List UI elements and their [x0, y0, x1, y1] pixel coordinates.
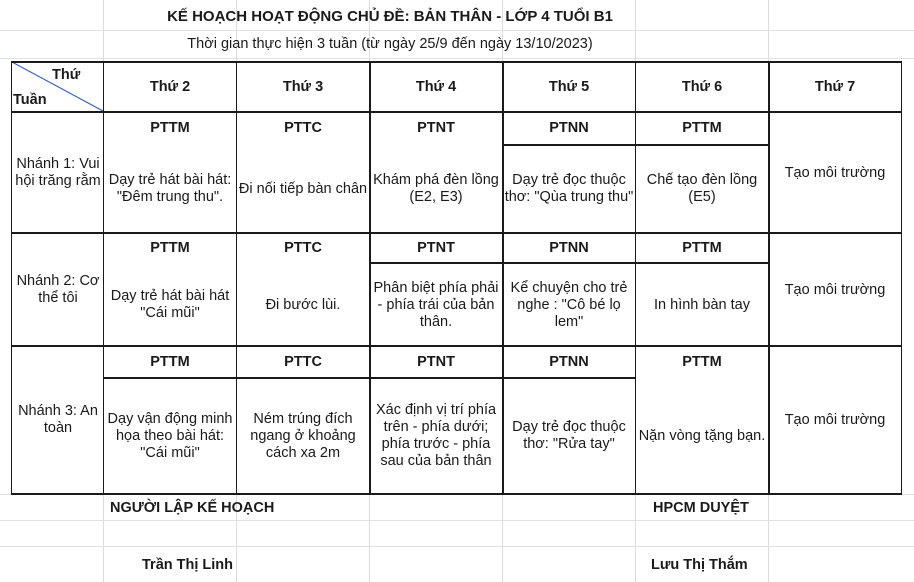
activity-cell: Dạy trẻ đọc thuộc thơ: "Qùa trung thu" — [504, 172, 634, 205]
area-code: PTTM — [682, 239, 722, 256]
activity-cell: Dạy vận động minh họa theo bài hát: "Cái mũi" — [107, 410, 233, 461]
area-code: PTNN — [549, 353, 589, 370]
activity-cell: Đi nối tiếp bàn chân — [238, 180, 368, 197]
activity-cell: In hình bàn tay — [654, 296, 750, 313]
area-code: PTTM — [682, 353, 722, 370]
area-code: PTTC — [284, 353, 322, 370]
activity-cell: Tạo môi trường — [784, 411, 886, 428]
area-code: PTTM — [150, 353, 190, 370]
day-header-fri: Thứ 6 — [681, 78, 723, 95]
corner-label-day: Thứ — [52, 67, 81, 83]
area-code: PTNN — [549, 239, 589, 256]
activity-cell: Dạy trẻ hát bài hát "Cái mũi" — [110, 288, 230, 321]
area-code: PTTM — [150, 119, 190, 136]
activity-cell: Khám phá đèn lồng (E2, E3) — [373, 172, 499, 205]
area-code: PTNT — [417, 353, 455, 370]
activity-cell: Tạo môi trường — [784, 164, 886, 181]
activity-cell: Dạy trẻ hát bài hát: "Đêm trung thu". — [108, 172, 232, 205]
corner-label-week: Tuần — [13, 92, 47, 108]
day-header-thu: Thứ 5 — [548, 78, 590, 95]
area-code: PTTM — [150, 239, 190, 256]
day-header-wed: Thứ 4 — [415, 78, 457, 95]
activity-cell: Đi bước lùi. — [265, 296, 341, 313]
approver-name: Lưu Thị Thắm — [651, 557, 748, 573]
week-label-2: Nhánh 2: Cơ thể tôi — [16, 273, 100, 306]
activity-cell: Tạo môi trường — [784, 281, 886, 298]
activity-cell: Chế tạo đèn lồng (E5) — [646, 172, 758, 205]
page-subtitle: Thời gian thực hiện 3 tuần (từ ngày 25/9 đến ngày 13/10/2023) — [187, 36, 593, 52]
page-title: KẾ HOẠCH HOẠT ĐỘNG CHỦ ĐỀ: BẢN THÂN - LỚP 4 TUỔI B1 — [167, 8, 613, 25]
planner-role: NGƯỜI LẬP KẾ HOẠCH — [110, 500, 275, 516]
approver-role: HPCM DUYỆT — [653, 500, 749, 516]
area-code: PTTC — [284, 239, 322, 256]
activity-cell: Nặn vòng tặng bạn. — [638, 427, 766, 444]
day-header-sat: Thứ 7 — [814, 78, 856, 95]
activity-cell: Ném trúng đích ngang ở khoảng cách xa 2m — [250, 410, 356, 461]
day-header-tue: Thứ 3 — [282, 78, 324, 95]
week-label-1: Nhánh 1: Vui hội trăng rằm — [15, 156, 101, 189]
activity-cell: Xác định vị trí phía trên - phía dưới; phía trước - phía sau của bản thân — [375, 402, 497, 469]
area-code: PTTC — [284, 119, 322, 136]
area-code: PTNT — [417, 119, 455, 136]
planner-name: Trần Thị Linh — [142, 557, 234, 573]
activity-cell: Kể chuyện cho trẻ nghe : "Cô bé lọ lem" — [510, 279, 628, 330]
area-code: PTTM — [682, 119, 722, 136]
area-code: PTNT — [417, 239, 455, 256]
activity-cell: Dạy trẻ đọc thuộc thơ: "Rửa tay" — [512, 419, 626, 452]
area-code: PTNN — [549, 119, 589, 136]
day-header-mon: Thứ 2 — [149, 78, 191, 95]
week-label-3: Nhánh 3: An toàn — [18, 403, 98, 436]
activity-cell: Phân biệt phía phải - phía trái của bản thân. — [373, 279, 499, 330]
